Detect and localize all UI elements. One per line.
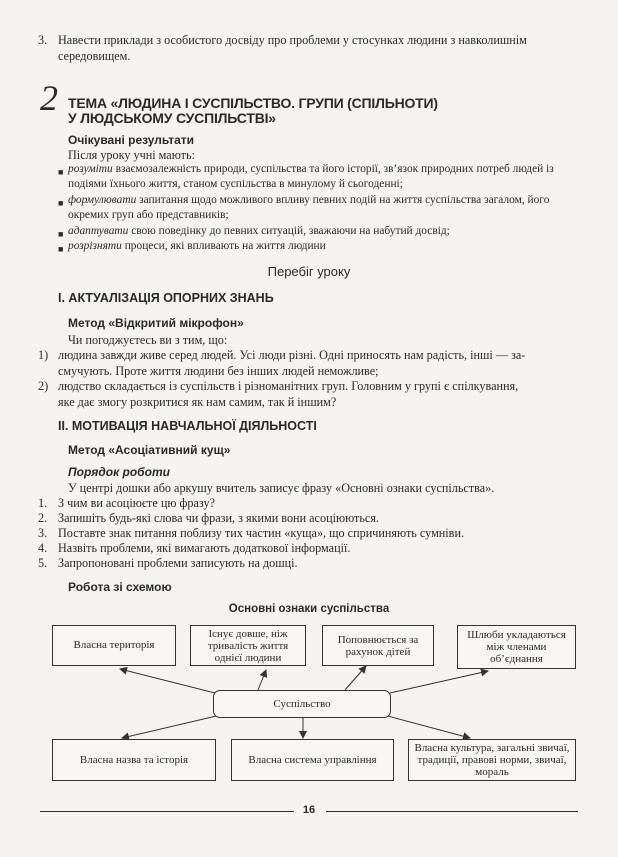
result-text: свою поведінку до певних ситуацій, зважаючи на набутий досвід; <box>128 225 450 237</box>
result-text-cont: подіями їхнього життя, станом суспільства в минулому й сьогоденні; <box>68 178 403 190</box>
topic-title-line2: У ЛЮДСЬКОМУ СУСПІЛЬСТВІ» <box>68 110 276 126</box>
step-number: 1. <box>38 496 48 510</box>
method-prefix: Метод <box>68 316 109 330</box>
section1-heading: I. АКТУАЛІЗАЦІЯ ОПОРНИХ ЗНАНЬ <box>58 291 274 305</box>
result-verb: формулювати <box>68 194 137 206</box>
step-text: З чим ви асоціюєте цю фразу? <box>58 496 215 510</box>
item-line2: смучують. Проте життя людини без інших людей неможливе; <box>58 363 379 378</box>
arrow-to-marriage <box>390 671 488 693</box>
bullet-icon: ■ <box>58 167 64 177</box>
course-heading: Перебіг уроку <box>267 264 351 279</box>
order-intro: У центрі дошки або аркушу вчитель записує фразу «Основні ознаки суспільства». <box>68 481 495 495</box>
step-text: Поставте знак питання поблизу тих частин «куща», що спричиняють сумніви. <box>58 526 465 540</box>
diagram-box-culture: Власна культура, загальні звичаї, традиції, правові норми, звичаї, мораль <box>408 739 576 781</box>
result-text: взаємозалежність природи, суспільства та його історії, зв’язок природних потреб людей із <box>112 163 554 175</box>
result-text: запитання щодо можливого впливу певних подій на життя суспільства загалом, його <box>136 194 550 206</box>
arrow-to-name <box>122 714 225 738</box>
arrow-to-children <box>345 666 366 690</box>
result-verb: розрізняти <box>68 240 122 252</box>
section1-question: Чи погоджуєтесь ви з тим, що: <box>68 333 228 347</box>
step-number: 3. <box>38 526 48 540</box>
top-item-line2: середовищем. <box>58 48 131 63</box>
diagram-center-society: Суспільство <box>213 690 391 718</box>
diagram-box-governance: Власна система управління <box>231 739 394 781</box>
item-line1: людина завжди живе серед людей. Усі люди різні. Одні приносять нам радість, інші — за- <box>58 348 526 362</box>
list-number: 2) <box>38 379 49 393</box>
result-verb: розуміти <box>68 163 113 175</box>
step-number: 5. <box>38 556 48 570</box>
results-intro: Після уроку учні мають: <box>68 148 195 162</box>
list-number: 1) <box>38 348 49 362</box>
diagram-box-children: Поповнюється за рахунок дітей <box>322 625 434 666</box>
arrow-to-culture <box>380 714 470 738</box>
diagram-title: Основні ознаки суспільства <box>228 603 390 615</box>
scheme-heading: Робота зі схемою <box>68 580 172 594</box>
top-item-line1: Навести приклади з особистого досвіду про проблеми у стосунках людини з навколишнім <box>58 33 527 47</box>
order-heading: Порядок роботи <box>68 465 170 479</box>
top-item-number: 3. <box>38 33 48 47</box>
diagram-box-marriage: Шлюби укладаються між членами об’єднання <box>457 625 576 669</box>
step-number: 4. <box>38 541 48 555</box>
step-number: 2. <box>38 511 48 525</box>
footer-rule-right <box>326 811 578 812</box>
arrow-to-duration <box>258 670 266 690</box>
item-line1: людство складається із суспільств і різноманітних груп. Головним у групі є спілкування, <box>58 379 519 393</box>
arrow-to-territory <box>120 669 215 693</box>
diagram-box-duration: Існує довше, ніж тривалість життя однієї людини <box>190 625 306 666</box>
result-verb: адаптувати <box>68 225 129 237</box>
diagram-box-name-history: Власна назва та історія <box>52 739 216 781</box>
bullet-icon: ■ <box>58 244 64 254</box>
topic-title-line1: ТЕМА «ЛЮДИНА І СУСПІЛЬСТВО. ГРУПИ (СПІЛЬНОТИ) <box>68 95 438 111</box>
bullet-icon: ■ <box>58 198 64 208</box>
result-text: процеси, які впливають на життя людини <box>121 240 326 252</box>
result-text-cont: окремих груп або представників; <box>68 209 229 221</box>
diagram-box-territory: Власна територія <box>52 625 176 666</box>
step-text: Запишіть будь-які слова чи фрази, з якими вони асоціюються. <box>58 511 379 525</box>
item-line2: яке дає змогу розкритися як нам самим, так й іншим? <box>58 394 337 409</box>
method-name: «Асоціативний кущ» <box>108 443 231 457</box>
step-text: Назвіть проблеми, які вимагають додаткової інформації. <box>58 541 351 555</box>
topic-number-marker: 2 <box>40 78 58 118</box>
results-heading: Очікувані результати <box>68 133 195 147</box>
method-name: «Відкритий мікрофон» <box>108 316 244 330</box>
footer-rule-left <box>40 811 294 812</box>
page-number: 16 <box>302 804 316 816</box>
step-text: Запропоновані проблеми записують на дошці. <box>58 556 298 570</box>
method-prefix: Метод <box>68 443 109 457</box>
section2-heading: II. МОТИВАЦІЯ НАВЧАЛЬНОЇ ДІЯЛЬНОСТІ <box>58 419 317 433</box>
bullet-icon: ■ <box>58 229 64 239</box>
